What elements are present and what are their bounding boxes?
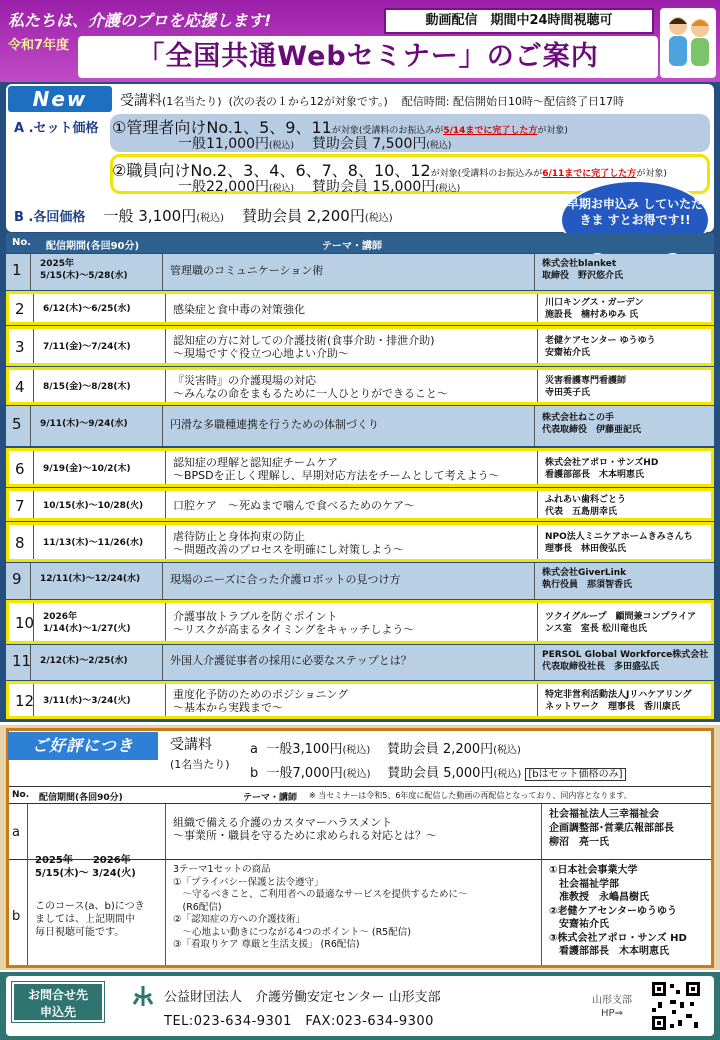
- row-number: 1: [12, 261, 22, 279]
- row-theme: 現場のニーズに合った介護ロボットの見つけ方: [170, 572, 401, 586]
- row-speaker: 株式会社ねこの手 代表取締役 伊藤亜記氏: [542, 413, 642, 435]
- popular-row-a: [9, 804, 711, 860]
- popular-period-note: このコース(a、b)につき ましては、上記期間中 毎日視聴可能です。: [35, 901, 145, 938]
- column-divider: [534, 254, 535, 290]
- row-speaker: 老健ケアセンター ゆうゆう 安齋祐介氏: [545, 336, 656, 358]
- popular-row-b-label: b: [12, 909, 21, 924]
- column-divider: [537, 603, 538, 641]
- column-divider: [165, 451, 166, 484]
- row-theme: 認知症の理解と認知症チームケア ～BPSDを正しく理解し、早期対応方法をチームとして考えよう～: [173, 455, 500, 482]
- each-price: B .各回価格 一般 3,100円(税込) 賛助会員 2,200円(税込): [14, 207, 393, 225]
- set-price-label: A .セット価格: [14, 121, 99, 136]
- row-speaker: ツクイグループ 顧問兼コンプライア ンス室 室長 松川竜也氏: [545, 612, 697, 634]
- row-theme: 外国人介護従事者の採用に必要なステップとは？: [170, 654, 412, 667]
- column-divider: [33, 294, 34, 322]
- row-speaker: PERSOL Global Workforce株式会社 代表取締役社長 多田盛弘氏: [542, 649, 709, 672]
- row-number: 4: [15, 378, 25, 396]
- row-theme: 介護事故トラブルを防ぐポイント ～リスクが高まるタイミングをキャッチしよう～: [173, 610, 415, 636]
- column-divider: [30, 563, 31, 599]
- fiscal-year: 令和7年度: [8, 38, 70, 53]
- row-theme: 虐待防止と身体拘束の防止 ～問題改善のプロセスを明確にし対策しよう～: [173, 530, 404, 556]
- column-divider: [537, 491, 538, 518]
- row-speaker: 特定非営利活動法人Jリハケアリング ネットワーク 理事長 香川康氏: [545, 690, 692, 712]
- table-row: [6, 522, 714, 562]
- row-number: 8: [15, 534, 25, 552]
- row-period: 2026年 1/14(水)～1/27(火): [43, 612, 131, 634]
- table-row: [6, 254, 714, 290]
- column-divider: [30, 406, 31, 446]
- row-speaker: 株式会社blanket 取締役 野沢悠介氏: [542, 259, 624, 281]
- column-divider: [537, 294, 538, 322]
- schedule-table-header: No. 配信期間(各回90分) テーマ・講師: [6, 233, 714, 253]
- organization-name: 公益財団法人 介護労働安定センター 山形支部: [164, 990, 441, 1005]
- qr-code-icon[interactable]: [650, 980, 702, 1032]
- popular-badge: ご好評につき: [8, 732, 158, 760]
- popular-row-a-speaker: 社会福祉法人三幸福祉会 企画調整部･営業広報部部長 柳沼 亮一氏: [549, 809, 674, 848]
- row-period: 9/11(木)～9/24(水): [40, 419, 128, 429]
- column-divider: [162, 406, 163, 446]
- row-number: 9: [12, 570, 22, 588]
- row-number: 7: [15, 496, 25, 515]
- popular-period: 2025年 2026年 5/15(木)～ 3/24(火): [35, 855, 136, 879]
- contact-label: お問合せ先 申込先: [12, 982, 104, 1022]
- column-divider: [165, 603, 166, 641]
- row-theme: 感染症と食中毒の対策強化: [173, 302, 305, 316]
- organization-logo-icon: [130, 984, 156, 1014]
- popular-table-header: No. 配信期間(各回90分) テーマ・講師 ※ 当セミナーは令和5、6年度に配信した動画の再配信となっており、同内容となります。: [9, 786, 711, 804]
- column-divider: [33, 525, 34, 559]
- row-period: 11/13(木)～11/26(水): [43, 538, 144, 548]
- table-row: [6, 645, 714, 680]
- table-row: [6, 563, 714, 599]
- column-divider: [165, 684, 166, 716]
- contact-phone: TEL:023-634-9301 FAX:023-634-9300: [164, 1014, 434, 1029]
- column-divider: [33, 329, 34, 363]
- row-speaker: 株式会社GiverLink 執行役員 那須智香氏: [542, 568, 633, 590]
- column-divider: [33, 370, 34, 402]
- popular-price-b: b 一般7,000円(税込) 賛助会員 5,000円(税込) [bはセット価格のみ]: [250, 762, 626, 781]
- row-speaker: ふれあい歯科ごとう 代表 五島朋幸氏: [545, 494, 627, 517]
- row-period: 8/15(金)～8/28(木): [43, 382, 131, 392]
- row-number: 3: [15, 338, 25, 356]
- row-theme: 『災害時』の介護現場の対応 ～みんなの命をまもるために一人ひとりができること～: [173, 374, 448, 400]
- column-divider: [534, 563, 535, 599]
- table-row: [6, 488, 714, 521]
- early-bird-bubble: 早期お申込み していただきま すとお得です!!: [560, 180, 710, 260]
- column-divider: [33, 451, 34, 484]
- table-row: [6, 367, 714, 405]
- popular-row-a-label: a: [12, 825, 20, 840]
- new-badge: New: [8, 86, 112, 112]
- tagline: 私たちは、介護のプロを応援します!: [8, 11, 272, 30]
- staff-course-price: 一般22,000円(税込) 賛助会員 15,000円(税込): [178, 179, 461, 195]
- row-period: 9/19(金)～10/2(木): [43, 463, 131, 474]
- popular-fee-label: 受講料 (1名当たり): [170, 737, 230, 771]
- table-row: [6, 326, 714, 366]
- column-divider: [162, 645, 163, 680]
- popular-row-b-theme: 3テーマ1セットの商品 ①「プライバシー保護と法令遵守」 ～守るべきこと、ご利用者への最適なサービスを提供するために～ (R6配信) ②「認知症の方への介護技術」 ～心地よい動きにつながる4つのポイント～ (R5配信) ③「看取りケア 尊厳と生活支援」 (R6配信): [173, 864, 468, 950]
- column-divider: [165, 294, 166, 322]
- row-speaker: 災害看護専門看護師 寺田英子氏: [545, 376, 627, 398]
- table-row: [6, 600, 714, 644]
- row-period: 10/15(水)～10/28(火): [43, 500, 144, 511]
- row-period: 2/12(木)～2/25(水): [40, 655, 128, 666]
- column-divider: [534, 406, 535, 446]
- table-row: [6, 406, 714, 446]
- column-divider: [534, 645, 535, 680]
- popular-row-b-speaker: ①日本社会事業大学 社会福祉学部 准教授 永嶋昌樹氏 ②老健ケアセンターゆうゆう 安齋祐介氏 ③株式会社アポロ・サンズ HD 看護部部長 木本明恵氏: [549, 865, 687, 957]
- staff-course-title: ②職員向けNo.2、3、4、6、7、8、10、12が対象(受講料のお振込みが6/11までに完了した方が対象): [112, 161, 667, 180]
- column-divider: [537, 525, 538, 559]
- manager-course-price: 一般11,000円(税込) 賛助会員 7,500円(税込): [178, 136, 452, 152]
- row-speaker: 株式会社アポロ・サンズHD 看護部部長 木本明恵氏: [545, 457, 659, 480]
- popular-row-b: [9, 855, 711, 965]
- row-theme: 管理職のコミュニケーション術: [170, 263, 324, 277]
- column-divider: [30, 254, 31, 290]
- row-number: 11: [12, 651, 32, 670]
- row-number: 6: [15, 459, 25, 478]
- table-row: [6, 291, 714, 325]
- column-divider: [537, 451, 538, 484]
- table-row: [6, 448, 714, 487]
- page-title: 「全国共通Webセミナー」のご案内: [78, 36, 658, 78]
- popular-price-a: a 一般3,100円(税込) 賛助会員 2,200円(税込): [250, 742, 521, 757]
- row-theme: 認知症の方に対しての介護技術(食事介助・排泄介助) ～現場ですぐ役立つ心地よい介助～: [173, 334, 435, 360]
- row-period: 2025年 5/15(木)～5/28(水): [40, 259, 128, 281]
- row-period: 3/11(水)～3/24(火): [43, 696, 131, 706]
- column-divider: [165, 329, 166, 363]
- row-speaker: NPO法人ミニケアホームきみさんち 理事長 林田俊弘氏: [545, 532, 693, 554]
- row-theme: 重度化予防のためのポジショニング ～基本から実践まで～: [173, 688, 349, 714]
- table-row: [6, 681, 714, 719]
- homepage-link[interactable]: 山形支部 HP⇒: [592, 995, 632, 1019]
- row-speaker: 川口キングス・ガーデン 施設長 楠村あゆみ 氏: [545, 298, 644, 320]
- column-divider: [162, 563, 163, 599]
- column-divider: [165, 525, 166, 559]
- people-illustration-icon: [660, 8, 716, 78]
- row-theme: 円滑な多職種連携を行うための体制づくり: [170, 417, 379, 431]
- column-divider: [165, 370, 166, 402]
- row-theme: 口腔ケア ～死ぬまで噛んで食べるためのケア～: [173, 499, 415, 512]
- row-number: 2: [15, 300, 25, 318]
- row-period: 6/12(木)～6/25(水): [43, 304, 131, 314]
- column-divider: [33, 491, 34, 518]
- streaming-info: 動画配信 期間中24時間視聴可: [384, 8, 654, 34]
- row-number: 10: [15, 614, 35, 632]
- popular-row-a-theme: 組織で備える介護のカスタマーハラスメント ～事業所・職員を守るために求められる対応とは？～: [173, 816, 437, 842]
- column-divider: [537, 684, 538, 716]
- column-divider: [162, 254, 163, 290]
- row-number: 12: [15, 692, 35, 710]
- manager-course-title: ①管理者向けNo.1、5、9、11が対象(受講料のお振込みが5/14までに完了した方が対象): [112, 118, 568, 137]
- row-number: 5: [12, 415, 22, 433]
- fee-heading: 受講料(1名当たり) (次の表の１から12が対象です。) 配信時間: 配信開始日10時～配信終了日17時: [120, 93, 624, 109]
- row-period: 7/11(金)～7/24(木): [43, 342, 131, 352]
- column-divider: [537, 370, 538, 402]
- row-period: 12/11(木)～12/24(水): [40, 574, 141, 584]
- column-divider: [537, 329, 538, 363]
- column-divider: [165, 491, 166, 518]
